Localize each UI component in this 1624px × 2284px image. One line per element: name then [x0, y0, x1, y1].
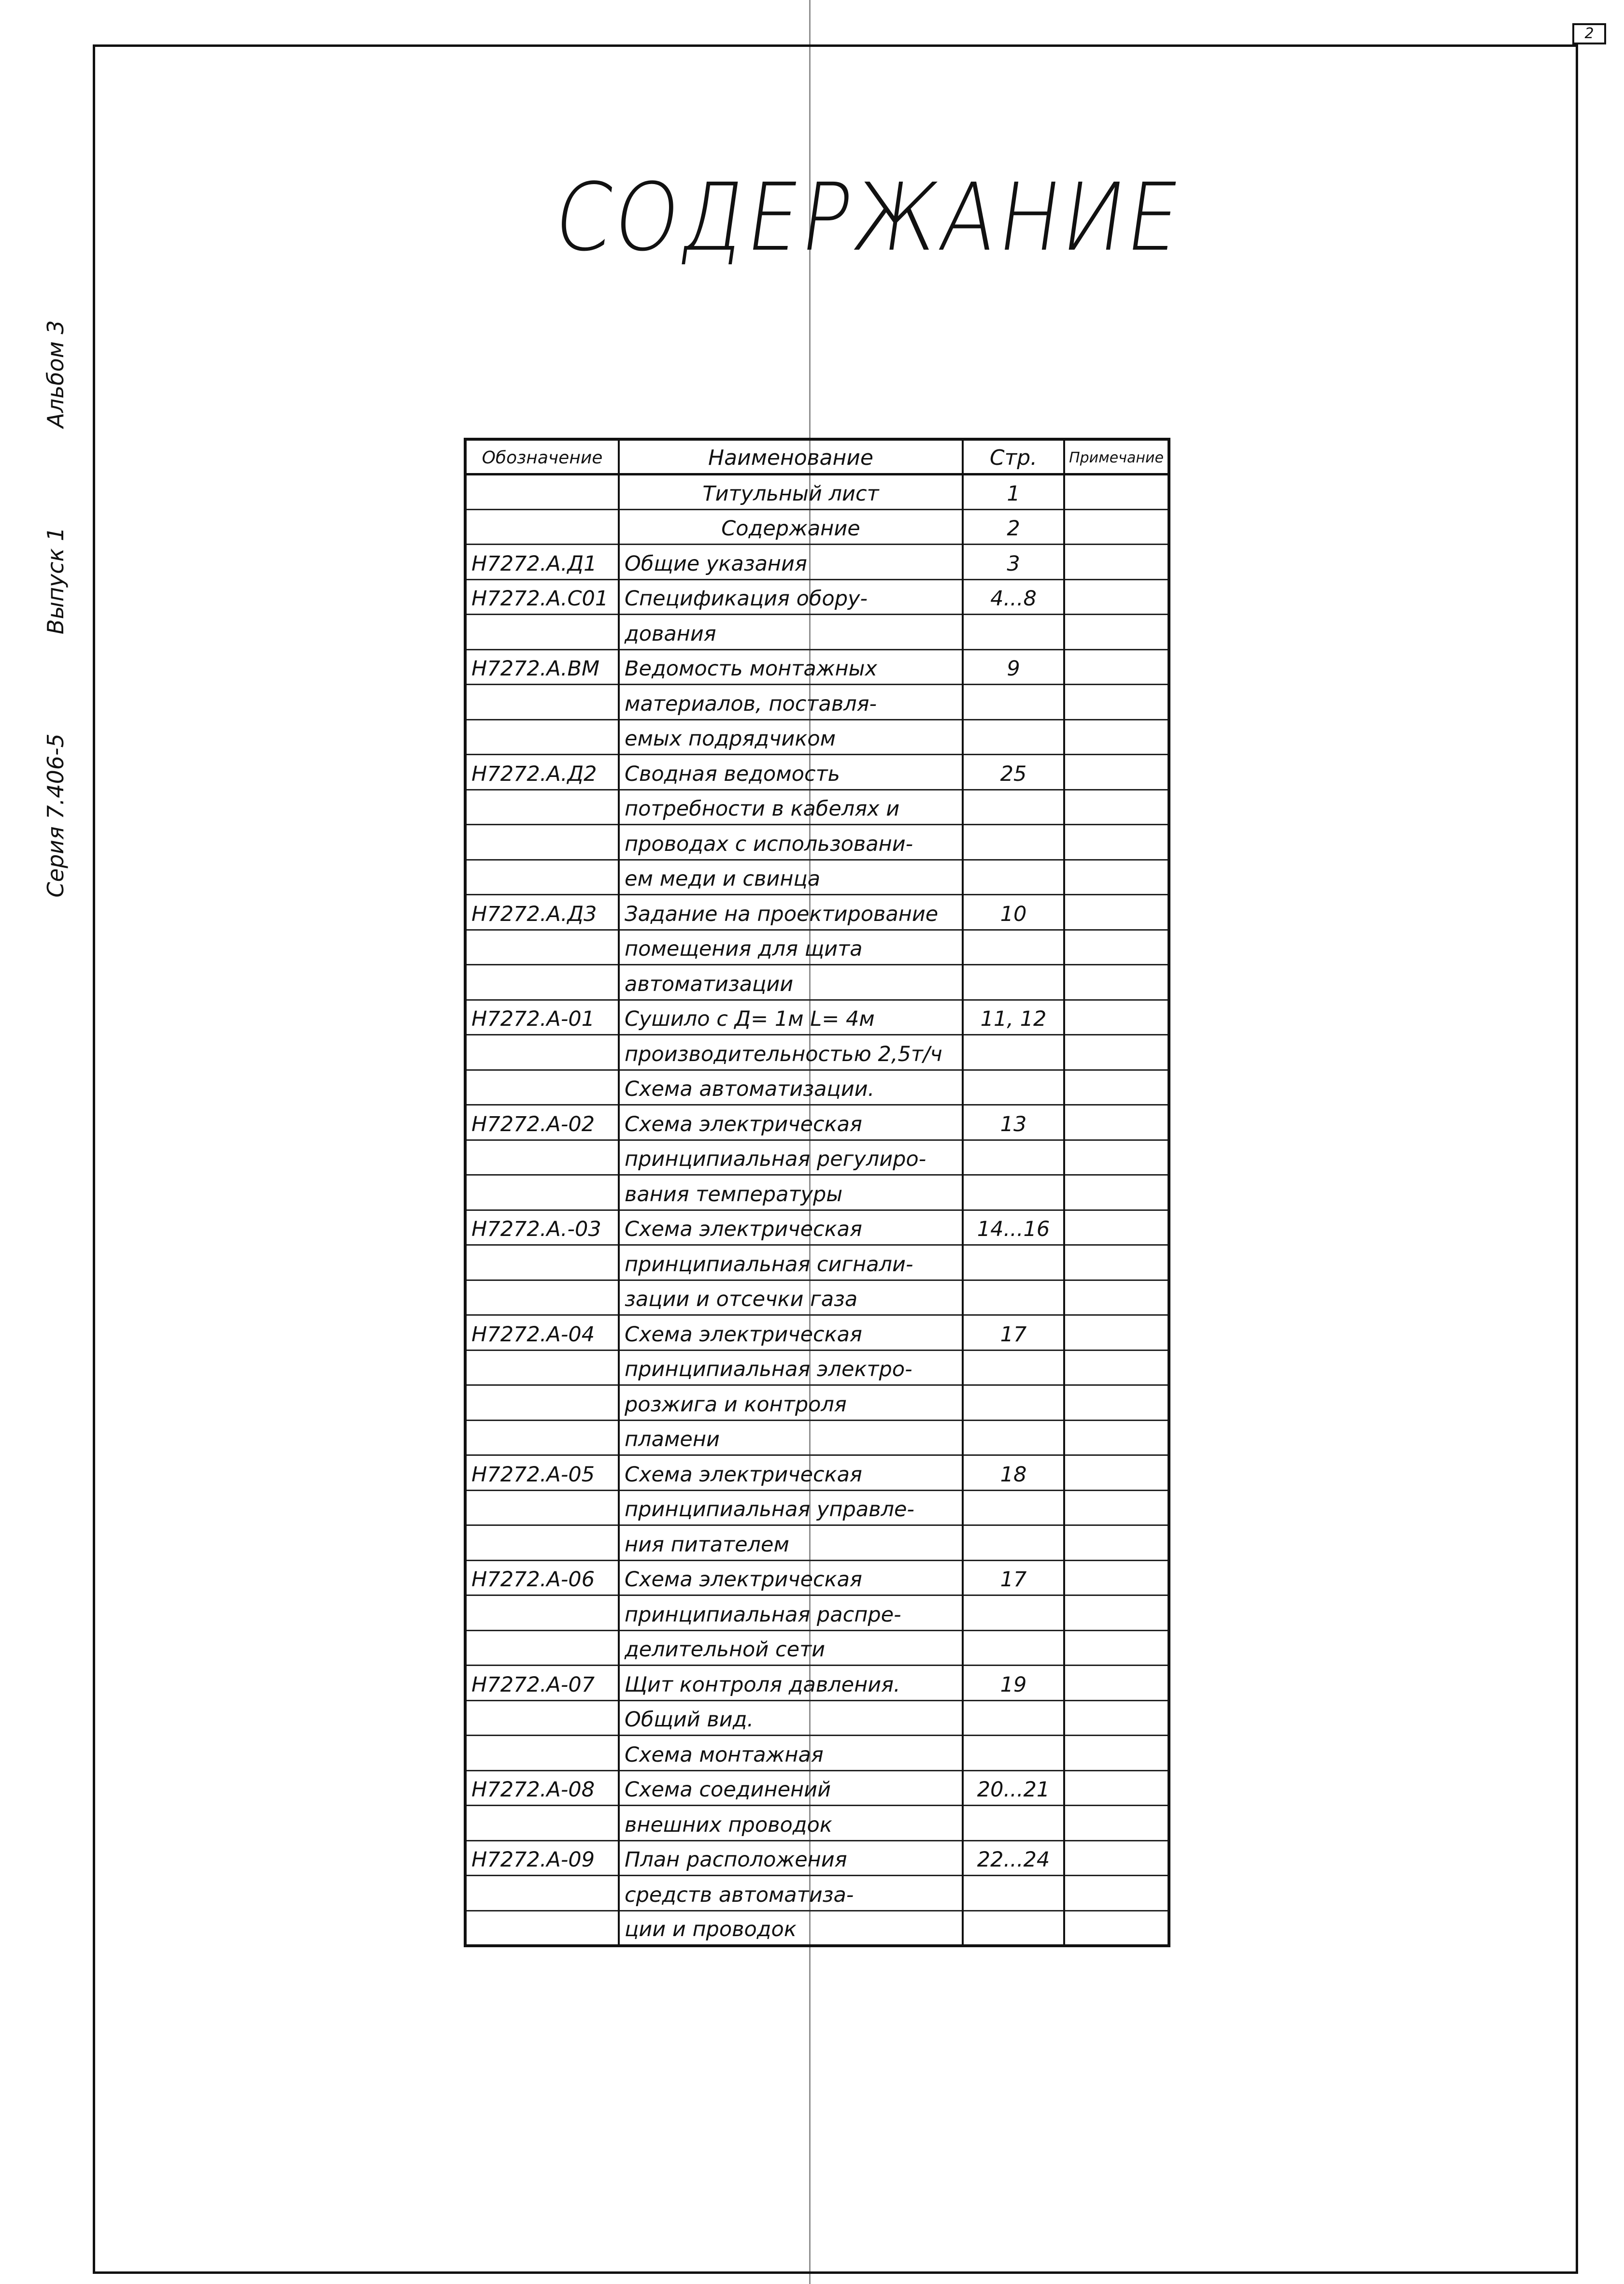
- row-designation: [465, 860, 619, 895]
- table-row: [465, 1525, 1169, 1561]
- row-name: Схема соединений: [619, 1770, 963, 1806]
- table-row: [465, 1035, 1169, 1070]
- album-label: Альбом 3: [43, 320, 69, 428]
- row-note: [1064, 615, 1169, 650]
- table-row: [465, 1245, 1169, 1280]
- row-name: Общие указания: [619, 545, 963, 580]
- row-designation: Н7272.А-06: [465, 1560, 619, 1595]
- row-designation: [465, 509, 619, 545]
- row-note: [1064, 1700, 1169, 1736]
- table-row: [465, 1666, 1169, 1701]
- row-note: [1064, 1035, 1169, 1070]
- header-designation: Обозначение: [465, 439, 619, 474]
- row-name: Титульный лист: [619, 474, 963, 510]
- row-note: [1064, 1315, 1169, 1350]
- row-page: [963, 1385, 1064, 1421]
- row-name: План расположения: [619, 1840, 963, 1876]
- table-row: [465, 1175, 1169, 1210]
- row-name: пламени: [619, 1420, 963, 1455]
- row-note: [1064, 1245, 1169, 1280]
- row-page: [963, 1876, 1064, 1911]
- row-note: [1064, 1840, 1169, 1876]
- row-name: Схема электрическая: [619, 1455, 963, 1491]
- row-name: производительностью 2,5т/ч: [619, 1035, 963, 1070]
- row-name: материалов, поставля-: [619, 685, 963, 720]
- contents-table: [464, 438, 1170, 1947]
- row-name: проводах с использовани-: [619, 825, 963, 860]
- row-designation: Н7272.А.ВМ: [465, 649, 619, 685]
- issue-label: Выпуск 1: [43, 527, 69, 634]
- row-note: [1064, 579, 1169, 615]
- table-row: [465, 1630, 1169, 1666]
- row-designation: Н7272.А-09: [465, 1840, 619, 1876]
- row-name: Схема электрическая: [619, 1105, 963, 1140]
- row-name: ния питателем: [619, 1525, 963, 1561]
- table-row: [465, 1560, 1169, 1595]
- table-header-row: [465, 439, 1169, 474]
- row-designation: [465, 1736, 619, 1771]
- table-row: [465, 1000, 1169, 1035]
- row-designation: [465, 1245, 619, 1280]
- row-name: Схема электрическая: [619, 1560, 963, 1595]
- row-note: [1064, 1175, 1169, 1210]
- row-name: средств автоматиза-: [619, 1876, 963, 1911]
- row-note: [1064, 545, 1169, 580]
- row-note: [1064, 965, 1169, 1000]
- row-page: 11, 12: [963, 1000, 1064, 1035]
- row-name: помещения для щита: [619, 930, 963, 965]
- row-designation: [465, 474, 619, 510]
- row-name: Сводная ведомость: [619, 755, 963, 790]
- row-name: принципиальная регулиро-: [619, 1140, 963, 1175]
- row-name: внешних проводок: [619, 1806, 963, 1841]
- row-designation: [465, 615, 619, 650]
- row-note: [1064, 1070, 1169, 1105]
- table-row: [465, 579, 1169, 615]
- table-row: [465, 1350, 1169, 1385]
- row-note: [1064, 1210, 1169, 1245]
- table-row: [465, 1595, 1169, 1631]
- row-name: розжига и контроля: [619, 1385, 963, 1421]
- row-designation: Н7272.А-01: [465, 1000, 619, 1035]
- row-page: [963, 930, 1064, 965]
- row-page: [963, 825, 1064, 860]
- row-name: Схема электрическая: [619, 1315, 963, 1350]
- row-designation: [465, 1630, 619, 1666]
- row-page: [963, 685, 1064, 720]
- row-name: Схема автоматизации.: [619, 1070, 963, 1105]
- table-row: [465, 1455, 1169, 1491]
- table-row: [465, 1876, 1169, 1911]
- row-page: [963, 1806, 1064, 1841]
- row-name: емых подрядчиком: [619, 719, 963, 755]
- row-note: [1064, 860, 1169, 895]
- row-designation: [465, 930, 619, 965]
- row-note: [1064, 825, 1169, 860]
- row-designation: [465, 1070, 619, 1105]
- row-page: [963, 1350, 1064, 1385]
- row-name: дования: [619, 615, 963, 650]
- table-row: [465, 1806, 1169, 1841]
- row-note: [1064, 1420, 1169, 1455]
- row-page: 1: [963, 474, 1064, 510]
- row-name: Содержание: [619, 509, 963, 545]
- row-note: [1064, 1876, 1169, 1911]
- row-note: [1064, 1455, 1169, 1491]
- table-row: [465, 1210, 1169, 1245]
- row-note: [1064, 1630, 1169, 1666]
- row-page: [963, 790, 1064, 825]
- row-name: Задание на проектирование: [619, 895, 963, 930]
- table-row: [465, 930, 1169, 965]
- row-page: 19: [963, 1666, 1064, 1701]
- row-page: 22...24: [963, 1840, 1064, 1876]
- row-name: принципиальная электро-: [619, 1350, 963, 1385]
- row-page: [963, 1140, 1064, 1175]
- row-note: [1064, 1770, 1169, 1806]
- table-row: [465, 1280, 1169, 1315]
- row-page: [963, 1736, 1064, 1771]
- row-designation: [465, 1700, 619, 1736]
- row-page: 17: [963, 1560, 1064, 1595]
- header-name: Наименование: [619, 439, 963, 474]
- row-page: 20...21: [963, 1770, 1064, 1806]
- row-page: [963, 965, 1064, 1000]
- row-designation: Н7272.А.-03: [465, 1210, 619, 1245]
- page-title: СОДЕРЖАНИЕ: [548, 163, 1190, 272]
- row-name: зации и отсечки газа: [619, 1280, 963, 1315]
- row-designation: [465, 685, 619, 720]
- row-designation: [465, 1876, 619, 1911]
- row-name: Щит контроля давления.: [619, 1666, 963, 1701]
- row-designation: [465, 1385, 619, 1421]
- row-note: [1064, 1525, 1169, 1561]
- row-name: Сушило с Д= 1м L= 4м: [619, 1000, 963, 1035]
- table-row: [465, 1736, 1169, 1771]
- row-page: [963, 1595, 1064, 1631]
- contents-rows: [465, 474, 1169, 1946]
- header-note: Примечание: [1064, 439, 1169, 474]
- table-row: [465, 509, 1169, 545]
- row-name: ем меди и свинца: [619, 860, 963, 895]
- row-page: [963, 1420, 1064, 1455]
- table-row: [465, 1385, 1169, 1421]
- row-designation: Н7272.А-05: [465, 1455, 619, 1491]
- row-note: [1064, 1385, 1169, 1421]
- row-designation: [465, 1420, 619, 1455]
- row-note: [1064, 1350, 1169, 1385]
- table-row: [465, 719, 1169, 755]
- row-name: Общий вид.: [619, 1700, 963, 1736]
- row-page: [963, 1070, 1064, 1105]
- row-note: [1064, 509, 1169, 545]
- row-page: [963, 1630, 1064, 1666]
- row-page: [963, 1911, 1064, 1946]
- row-page: 4...8: [963, 579, 1064, 615]
- row-designation: [465, 1595, 619, 1631]
- row-note: [1064, 755, 1169, 790]
- row-page: 9: [963, 649, 1064, 685]
- row-note: [1064, 719, 1169, 755]
- table-row: [465, 1105, 1169, 1140]
- table-row: [465, 1840, 1169, 1876]
- row-designation: [465, 1350, 619, 1385]
- row-note: [1064, 1490, 1169, 1525]
- table-row: [465, 755, 1169, 790]
- row-name: принципиальная управле-: [619, 1490, 963, 1525]
- side-label: [29, 271, 82, 947]
- row-note: [1064, 685, 1169, 720]
- table-row: [465, 965, 1169, 1000]
- row-designation: Н7272.А-07: [465, 1666, 619, 1701]
- table-row: [465, 1140, 1169, 1175]
- table-row: [465, 1070, 1169, 1105]
- row-note: [1064, 1595, 1169, 1631]
- row-page: 2: [963, 509, 1064, 545]
- table-row: [465, 790, 1169, 825]
- row-note: [1064, 1911, 1169, 1946]
- row-page: 3: [963, 545, 1064, 580]
- row-designation: [465, 1911, 619, 1946]
- row-note: [1064, 1105, 1169, 1140]
- row-page: 10: [963, 895, 1064, 930]
- row-name: Схема монтажная: [619, 1736, 963, 1771]
- table-row: [465, 1911, 1169, 1946]
- table-row: [465, 1700, 1169, 1736]
- row-name: ции и проводок: [619, 1911, 963, 1946]
- table-row: [465, 895, 1169, 930]
- row-designation: [465, 719, 619, 755]
- row-page: [963, 860, 1064, 895]
- row-designation: [465, 1490, 619, 1525]
- table-row: [465, 825, 1169, 860]
- header-page: Стр.: [963, 439, 1064, 474]
- row-name: принципиальная распре-: [619, 1595, 963, 1631]
- row-designation: [465, 1035, 619, 1070]
- row-page: 18: [963, 1455, 1064, 1491]
- row-page: [963, 1280, 1064, 1315]
- row-designation: Н7272.А.Д3: [465, 895, 619, 930]
- row-page: [963, 615, 1064, 650]
- row-designation: Н7272.А-02: [465, 1105, 619, 1140]
- table-row: [465, 685, 1169, 720]
- sheet-number: 2: [1572, 23, 1606, 44]
- row-page: 17: [963, 1315, 1064, 1350]
- row-note: [1064, 649, 1169, 685]
- row-page: [963, 719, 1064, 755]
- row-page: 25: [963, 755, 1064, 790]
- row-note: [1064, 1806, 1169, 1841]
- row-designation: [465, 1525, 619, 1561]
- row-designation: [465, 790, 619, 825]
- table-row: [465, 1770, 1169, 1806]
- row-page: [963, 1700, 1064, 1736]
- row-note: [1064, 1666, 1169, 1701]
- row-name: автоматизации: [619, 965, 963, 1000]
- row-designation: [465, 965, 619, 1000]
- row-page: [963, 1245, 1064, 1280]
- row-designation: Н7272.А.Д1: [465, 545, 619, 580]
- row-name: потребности в кабелях и: [619, 790, 963, 825]
- row-name: вания температуры: [619, 1175, 963, 1210]
- row-page: [963, 1490, 1064, 1525]
- row-designation: Н7272.А.Д2: [465, 755, 619, 790]
- row-note: [1064, 790, 1169, 825]
- row-note: [1064, 1000, 1169, 1035]
- row-designation: Н7272.А.С01: [465, 579, 619, 615]
- row-designation: Н7272.А-04: [465, 1315, 619, 1350]
- row-note: [1064, 1140, 1169, 1175]
- table-row: [465, 649, 1169, 685]
- row-name: делительной сети: [619, 1630, 963, 1666]
- table-row: [465, 860, 1169, 895]
- row-page: 13: [963, 1105, 1064, 1140]
- table-row: [465, 1420, 1169, 1455]
- row-designation: [465, 1140, 619, 1175]
- table-row: [465, 1315, 1169, 1350]
- row-note: [1064, 930, 1169, 965]
- row-designation: [465, 825, 619, 860]
- series-label: Серия 7.406-5: [43, 733, 69, 898]
- row-page: 14...16: [963, 1210, 1064, 1245]
- row-note: [1064, 1560, 1169, 1595]
- row-note: [1064, 1280, 1169, 1315]
- row-designation: [465, 1280, 619, 1315]
- row-name: Ведомость монтажных: [619, 649, 963, 685]
- row-designation: [465, 1175, 619, 1210]
- row-note: [1064, 474, 1169, 510]
- table-row: [465, 1490, 1169, 1525]
- table-row: [465, 545, 1169, 580]
- row-page: [963, 1525, 1064, 1561]
- row-designation: Н7272.А-08: [465, 1770, 619, 1806]
- table-row: [465, 474, 1169, 510]
- row-name: Схема электрическая: [619, 1210, 963, 1245]
- row-name: принципиальная сигнали-: [619, 1245, 963, 1280]
- row-note: [1064, 1736, 1169, 1771]
- row-designation: [465, 1806, 619, 1841]
- row-name: Спецификация обору-: [619, 579, 963, 615]
- table-row: [465, 615, 1169, 650]
- row-page: [963, 1035, 1064, 1070]
- row-note: [1064, 895, 1169, 930]
- row-page: [963, 1175, 1064, 1210]
